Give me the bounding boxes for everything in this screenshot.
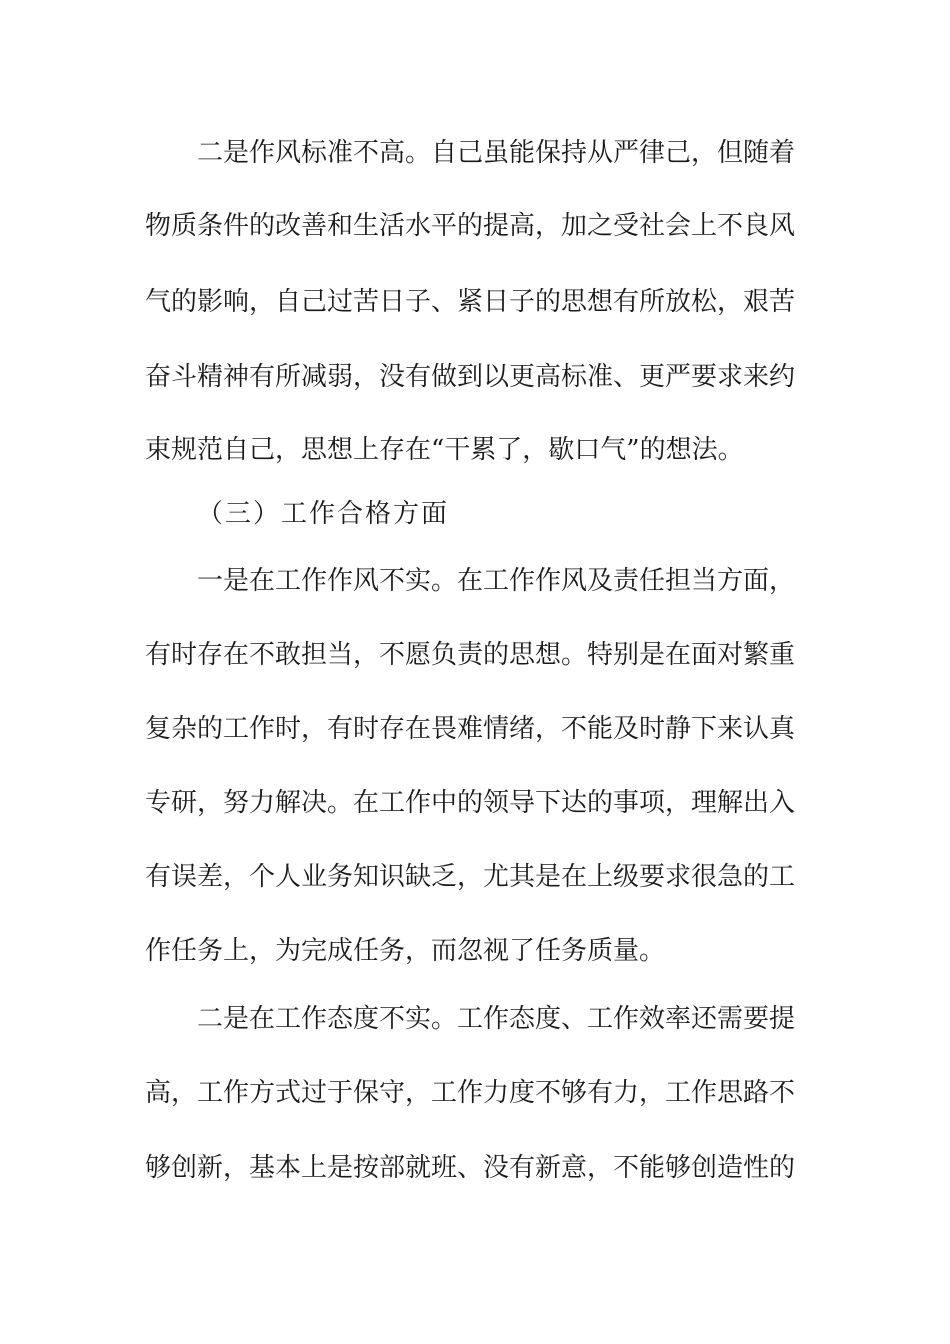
paragraph-2-line-5: 有误差，个人业务知识缺乏，尤其是在上级要求很急的工	[145, 862, 796, 892]
paragraph-2-line-2: 有时存在不敢担当，不愿负责的思想。特别是在面对繁重	[145, 640, 796, 670]
paragraph-1-line-2: 物质条件的改善和生活水平的提高，加之受社会上不良风	[145, 211, 796, 241]
paragraph-1-line-1: 二是作风标准不高。自己虽能保持从严律己，但随着	[197, 138, 796, 168]
paragraph-3-line-3: 够创新，基本上是按部就班、没有新意，不能够创造性的	[145, 1153, 796, 1183]
paragraph-3-line-2: 高，工作方式过于保守，工作力度不够有力，工作思路不	[145, 1078, 796, 1108]
paragraph-1-line-4: 奋斗精神有所减弱，没有做到以更高标准、更严要求来约	[145, 362, 796, 392]
paragraph-2-line-4: 专研，努力解决。在工作中的领导下达的事项，理解出入	[145, 788, 796, 818]
paragraph-2-line-1: 一是在工作作风不实。在工作作风及责任担当方面，	[197, 566, 796, 596]
paragraph-1-line-3: 气的影响，自己过苦日子、紧日子的思想有所放松，艰苦	[145, 287, 796, 317]
paragraph-2-line-3: 复杂的工作时，有时存在畏难情绪，不能及时静下来认真	[145, 714, 796, 744]
section-heading: （三）工作合格方面	[197, 499, 450, 529]
paragraph-3-line-1: 二是在工作态度不实。工作态度、工作效率还需要提	[197, 1004, 796, 1034]
paragraph-1-line-5: 束规范自己，思想上存在“干累了，歇口气”的想法。	[145, 435, 744, 465]
paragraph-2-line-6: 作任务上，为完成任务，而忽视了任务质量。	[145, 936, 666, 966]
